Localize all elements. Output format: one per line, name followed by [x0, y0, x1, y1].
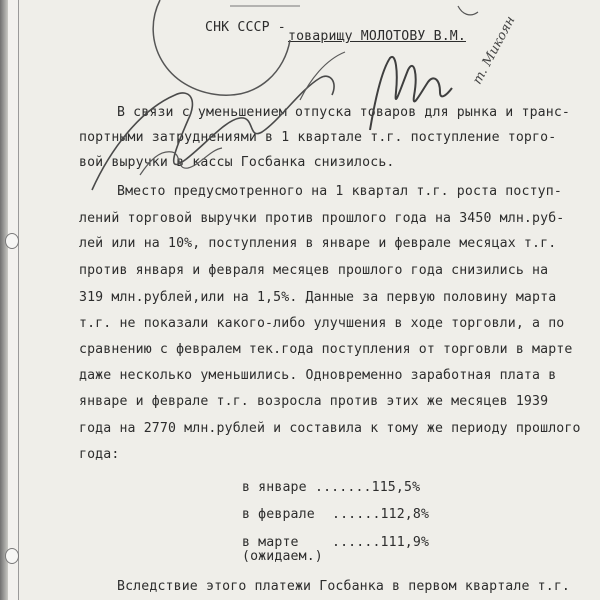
punch-hole-upper [5, 233, 19, 249]
text-line-3: вой выручки в кассы Госбанка снизилось. [79, 155, 395, 170]
text-line-14: года: [79, 447, 120, 462]
text-line-7: против января и февраля месяцев прошлого года снизились на [79, 263, 549, 278]
text-line-10: сравнению с февралем тек.года поступления от торговли в марте [79, 342, 573, 357]
list-item-january-label: в январе [242, 480, 307, 495]
punch-hole-lower [5, 548, 19, 564]
text-line-6: лей или на 10%, поступления в январе и феврале месяцах т.г. [79, 236, 557, 251]
handwritten-note: т. Микоян [470, 13, 519, 88]
list-item-march-note: (ожидаем.) [242, 549, 323, 564]
text-line-9: т.г. не показали какого-либо улучшения в ходе торговли, а по [79, 316, 565, 331]
text-line-4: Вместо предусмотренного на 1 квартал т.г. роста поступ- [117, 184, 562, 199]
binding-strip [8, 0, 19, 600]
text-line-1: В связи с уменьшением отпуска товаров для рынка и транс- [117, 105, 571, 120]
text-line-5: лений торговой выручки против прошлого года на 3450 млн.руб- [79, 211, 565, 226]
list-item-march-label: в марте [242, 535, 299, 550]
text-line-8: 319 млн.рублей,или на 1,5%. Данные за первую половину марта [79, 290, 557, 305]
header-from: СНК СССР - [205, 20, 286, 35]
list-item-march-value: ......111,9% [332, 535, 430, 550]
text-line-2: портными затруднениями в 1 квартале т.г. поступление торго- [79, 130, 557, 145]
signature-flourish [300, 52, 345, 100]
list-item-february-value: ......112,8% [332, 507, 430, 522]
header-to: товарищу МОЛОТОВУ В.М. [288, 29, 466, 44]
pen-tick-mark [458, 6, 478, 15]
scan-left-edge [0, 0, 8, 600]
text-line-12: январе и феврале т.г. возросла против этих же месяцев 1939 [79, 394, 549, 409]
text-line-13: года на 2770 млн.рублей и составила к тому же периоду прошлого [79, 421, 581, 436]
text-line-11: даже несколько уменьшились. Одновременно заработная плата в [79, 368, 557, 383]
list-item-january-value: .......115,5% [315, 480, 421, 495]
list-item-february-label: в феврале [242, 507, 315, 522]
pen-arc-stroke [153, 0, 290, 95]
text-line-footer: Вследствие этого платежи Госбанка в первом квартале т.г. [117, 579, 571, 594]
